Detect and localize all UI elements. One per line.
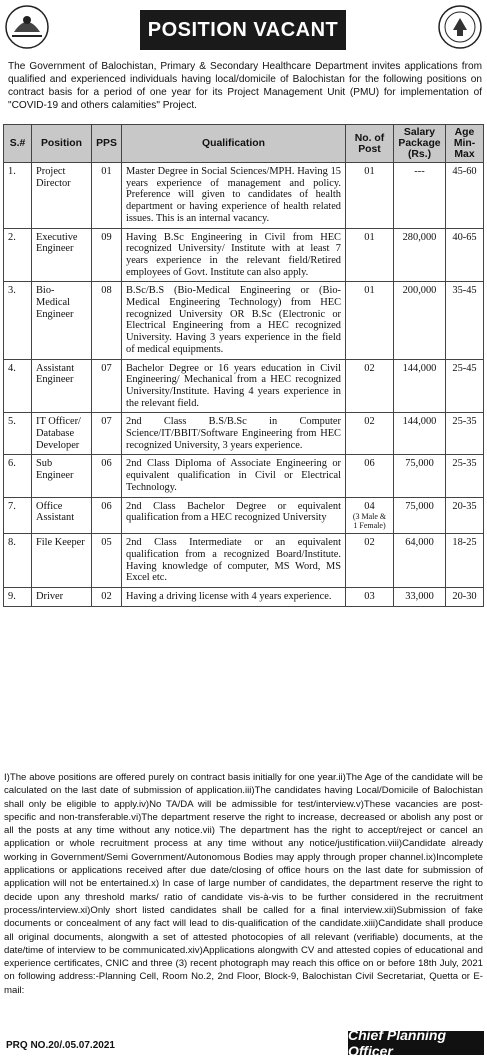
header-posts: No. of Post bbox=[346, 125, 394, 163]
cell-posts bbox=[346, 455, 394, 497]
prq-number: PRQ NO.20/.05.07.2021 bbox=[6, 1040, 115, 1051]
cell-pps bbox=[92, 282, 122, 359]
header-qualification: Qualification bbox=[122, 125, 346, 163]
table-row bbox=[4, 534, 484, 588]
cell-qualification-text: B.Sc/B.S (Bio-Medical Engineering or (Bio-Medical Engineering Technology) from HEC recognized University OR B.Sc (Electronic or Electrical Engineering from a HEC recognized University. Having 3 years experience in the field of medical equipments. bbox=[126, 285, 341, 355]
cell-age-text: 25-35 bbox=[452, 416, 477, 428]
cell-posts bbox=[346, 588, 394, 607]
cell-position bbox=[32, 413, 92, 455]
header bbox=[0, 0, 487, 58]
cell-qualification bbox=[122, 228, 346, 282]
cell-posts-text: 02 bbox=[364, 416, 375, 428]
cell-position-text: Executive Engineer bbox=[36, 231, 78, 255]
cell-position bbox=[32, 282, 92, 359]
cell-salary-text: 144,000 bbox=[402, 416, 437, 428]
cell-qualification-text: Having a driving license with 4 years experience. bbox=[126, 591, 332, 603]
cell-sn bbox=[4, 497, 32, 534]
cell-sn bbox=[4, 413, 32, 455]
cell-pps-text: 01 bbox=[101, 166, 112, 177]
cell-position bbox=[32, 455, 92, 497]
cell-sn bbox=[4, 359, 32, 413]
cell-pps bbox=[92, 588, 122, 607]
table-row bbox=[4, 413, 484, 455]
cell-salary-text: 75,000 bbox=[405, 500, 434, 512]
cell-posts-text: 06 bbox=[364, 458, 375, 470]
terms-and-conditions: I)The above positions are offered purely on contract basis initially for one year.ii)The Age of the candidate will be calculated on the last date of submission of application.iii)The candidates having Local/Domicile of Balochistan shall only be eligible to apply.iv)No TA/DA will be admissible for test/interview.v)These vacancies are post-specific and non-transferable.vi)The department reserve the right to increase, decreased or abolish any post or all the posts at any time without any notice.vii) The department has the right to accept/reject or cancel an application or whole recruitment process at any time without any notice/justification.viii)Candidate already working in Government/Semi Government/Autonomous Bodies may apply through proper channel.ix)Incomplete applications or applications received after due date/closing of office hours on the last date for submission of application will not be entertained.x) In case of large number of candidates, the department reserve the right to decide upon any threshold marks/ ratio of candidate vis-à-vis to be further considered in the recruitment process/interview.xi)Only short listed candidates shall be called for a final interview.xii)Submission of fake documents or concealment of any fact will lead to dis-qualification of the candidate.xiii)Candidate shall produce all original documents, alongwith a set of attested photocopies of all relevant (verifiable) documents, at the date/time of interview to be communicated.xiv)Applications alongwith CV and attested copies of educational and experience certificates, CNIC and three (3) recent photograph may reach this office on or before 18th July, 2021 on following address:-Planning Cell, Room No.2, 2nd Floor, Block-9, Balochistan Civil Secretariat, Quetta or E-mail: bbox=[4, 772, 483, 996]
cell-position-text: IT Officer/ Database Developer bbox=[36, 416, 81, 451]
cell-salary bbox=[394, 282, 446, 359]
cell-sn-text: 1. bbox=[8, 166, 16, 177]
cell-age bbox=[446, 534, 484, 588]
signatory-badge: Chief Planning Officer bbox=[348, 1031, 484, 1055]
cell-age-text: 20-35 bbox=[452, 500, 477, 512]
intro-paragraph: The Government of Balochistan, Primary & Secondary Healthcare Department invites applications from qualified and experienced individuals having local/domicile of Balochistan for the following positions on contract basis for a period of one year for its Project Management Unit (PMU) for implementation of "COVID-19 and others calamities" Project. bbox=[8, 61, 482, 111]
cell-salary-text: 144,000 bbox=[402, 362, 437, 374]
cell-age-text: 18-25 bbox=[452, 537, 477, 549]
cell-position-text: File Keeper bbox=[36, 537, 85, 549]
cell-qualification-text: 2nd Class Intermediate or an equivalent qualification from a recognized Board/Institute. Having knowledge of computer, MS Word, MS Excel etc. bbox=[126, 537, 341, 584]
cell-sn-text: 7. bbox=[8, 500, 16, 512]
cell-pps-text: 07 bbox=[101, 362, 112, 374]
positions-table bbox=[3, 124, 484, 607]
cell-posts bbox=[346, 282, 394, 359]
cell-age bbox=[446, 455, 484, 497]
cell-salary-text: 33,000 bbox=[405, 591, 434, 603]
cell-age bbox=[446, 359, 484, 413]
cell-posts bbox=[346, 497, 394, 534]
cell-salary bbox=[394, 413, 446, 455]
cell-pps bbox=[92, 359, 122, 413]
cell-posts-note: (3 Male & 1 Female) bbox=[352, 512, 387, 531]
cell-age-text: 25-45 bbox=[452, 362, 477, 374]
government-emblem-logo bbox=[4, 4, 50, 50]
page-title: POSITION VACANT bbox=[140, 10, 346, 50]
header-salary: Salary Package (Rs.) bbox=[394, 125, 446, 163]
cell-posts bbox=[346, 228, 394, 282]
cell-sn bbox=[4, 534, 32, 588]
header-age: Age Min-Max bbox=[446, 125, 484, 163]
cell-sn-text: 8. bbox=[8, 537, 16, 549]
cell-sn bbox=[4, 588, 32, 607]
cell-age-text: 20-30 bbox=[452, 591, 477, 603]
cell-pps-text: 06 bbox=[101, 458, 112, 470]
cell-sn bbox=[4, 163, 32, 229]
cell-salary bbox=[394, 455, 446, 497]
cell-position bbox=[32, 497, 92, 534]
cell-position-text: Sub Engineer bbox=[36, 458, 74, 482]
cell-position-text: Project Director bbox=[36, 166, 71, 189]
cell-position-text: Assistant Engineer bbox=[36, 362, 75, 386]
cell-sn-text: 2. bbox=[8, 231, 16, 243]
cell-pps bbox=[92, 497, 122, 534]
cell-qualification bbox=[122, 163, 346, 229]
cell-position bbox=[32, 359, 92, 413]
cell-sn bbox=[4, 282, 32, 359]
table-row bbox=[4, 497, 484, 534]
cell-qualification-text: Bachelor Degree or 16 years education in Civil Engineering/ Mechanical from a HEC recognized University/Institute. Having 4 years experience in the relevant field. bbox=[126, 362, 341, 409]
cell-posts-text: 03 bbox=[364, 591, 375, 603]
department-seal-logo bbox=[437, 4, 483, 50]
cell-position-text: Driver bbox=[36, 591, 64, 603]
cell-sn bbox=[4, 455, 32, 497]
cell-pps bbox=[92, 228, 122, 282]
cell-posts bbox=[346, 359, 394, 413]
cell-pps bbox=[92, 534, 122, 588]
cell-posts bbox=[346, 534, 394, 588]
cell-position bbox=[32, 228, 92, 282]
cell-position bbox=[32, 534, 92, 588]
cell-salary bbox=[394, 497, 446, 534]
cell-posts bbox=[346, 163, 394, 229]
cell-salary-text: 200,000 bbox=[402, 285, 437, 297]
cell-salary-text: 280,000 bbox=[402, 231, 437, 243]
cell-pps-text: 05 bbox=[101, 537, 112, 549]
cell-qualification-text: 2nd Class Diploma of Associate Engineering or equivalent qualification in Civil or Electrical Technology. bbox=[126, 458, 341, 493]
cell-pps bbox=[92, 455, 122, 497]
cell-qualification bbox=[122, 359, 346, 413]
cell-age bbox=[446, 588, 484, 607]
cell-qualification bbox=[122, 497, 346, 534]
cell-qualification-text: 2nd Class Bachelor Degree or equivalent qualification from a HEC recognized University bbox=[126, 500, 341, 524]
cell-posts-text: 02 bbox=[364, 362, 375, 374]
cell-qualification bbox=[122, 588, 346, 607]
cell-age bbox=[446, 497, 484, 534]
cell-sn-text: 6. bbox=[8, 458, 16, 470]
cell-qualification bbox=[122, 534, 346, 588]
cell-sn-text: 9. bbox=[8, 591, 16, 603]
cell-salary-text: 75,000 bbox=[405, 458, 434, 470]
cell-salary bbox=[394, 163, 446, 229]
header-pps: PPS bbox=[92, 125, 122, 163]
table-row bbox=[4, 163, 484, 229]
cell-pps-text: 07 bbox=[101, 416, 112, 428]
cell-position-text: Bio-Medical Engineer bbox=[36, 285, 74, 320]
cell-posts-text: 01 bbox=[364, 285, 375, 297]
table-row bbox=[4, 282, 484, 359]
cell-age bbox=[446, 282, 484, 359]
cell-qualification bbox=[122, 413, 346, 455]
cell-posts bbox=[346, 413, 394, 455]
cell-pps bbox=[92, 413, 122, 455]
header-position: Position bbox=[32, 125, 92, 163]
cell-salary-text: 64,000 bbox=[405, 537, 434, 549]
cell-qualification-text: Having B.Sc Engineering in Civil from HEC recognized University/ Institute with at least 7 years experience in the relevant field/Retired employees of Govt. Institute can also apply. bbox=[126, 231, 341, 278]
table-row bbox=[4, 228, 484, 282]
cell-salary bbox=[394, 534, 446, 588]
cell-posts-text: 02 bbox=[364, 537, 375, 549]
cell-position-text: Office Assistant bbox=[36, 500, 75, 524]
footer bbox=[0, 1028, 487, 1062]
cell-salary bbox=[394, 588, 446, 607]
cell-qualification bbox=[122, 282, 346, 359]
cell-pps-text: 09 bbox=[101, 231, 112, 243]
cell-posts-text: 01 bbox=[364, 166, 375, 177]
cell-pps-text: 06 bbox=[101, 500, 112, 512]
cell-age-text: 35-45 bbox=[452, 285, 477, 297]
cell-qualification-text: 2nd Class B.S/B.Sc in Computer Science/IT/BBIT/Software Engineering from HEC recognized University, 3 years experience. bbox=[126, 416, 341, 451]
cell-pps-text: 02 bbox=[101, 591, 112, 603]
cell-age-text: 40-65 bbox=[452, 231, 477, 243]
cell-sn-text: 4. bbox=[8, 362, 16, 374]
table-row bbox=[4, 588, 484, 607]
cell-sn bbox=[4, 228, 32, 282]
cell-age-text: 45-60 bbox=[452, 166, 477, 177]
cell-salary-text: --- bbox=[414, 166, 425, 177]
cell-age bbox=[446, 413, 484, 455]
cell-salary bbox=[394, 228, 446, 282]
cell-age-text: 25-35 bbox=[452, 458, 477, 470]
header-sn: S.# bbox=[4, 125, 32, 163]
cell-salary bbox=[394, 359, 446, 413]
cell-posts-text: 01 bbox=[364, 231, 375, 243]
table-row bbox=[4, 359, 484, 413]
table-header-row bbox=[4, 125, 484, 163]
cell-qualification-text: Master Degree in Social Sciences/MPH. Having 15 years experience of management and policy. Preference will given to candidates of health department or having experience of health related issues. This is an internal vacancy. bbox=[126, 166, 341, 224]
cell-qualification bbox=[122, 455, 346, 497]
cell-age bbox=[446, 228, 484, 282]
cell-pps bbox=[92, 163, 122, 229]
cell-pps-text: 08 bbox=[101, 285, 112, 297]
cell-position bbox=[32, 588, 92, 607]
cell-sn-text: 3. bbox=[8, 285, 16, 297]
cell-age bbox=[446, 163, 484, 229]
cell-sn-text: 5. bbox=[8, 416, 16, 428]
cell-position bbox=[32, 163, 92, 229]
table-row bbox=[4, 455, 484, 497]
cell-posts-text: 04 bbox=[364, 500, 375, 512]
